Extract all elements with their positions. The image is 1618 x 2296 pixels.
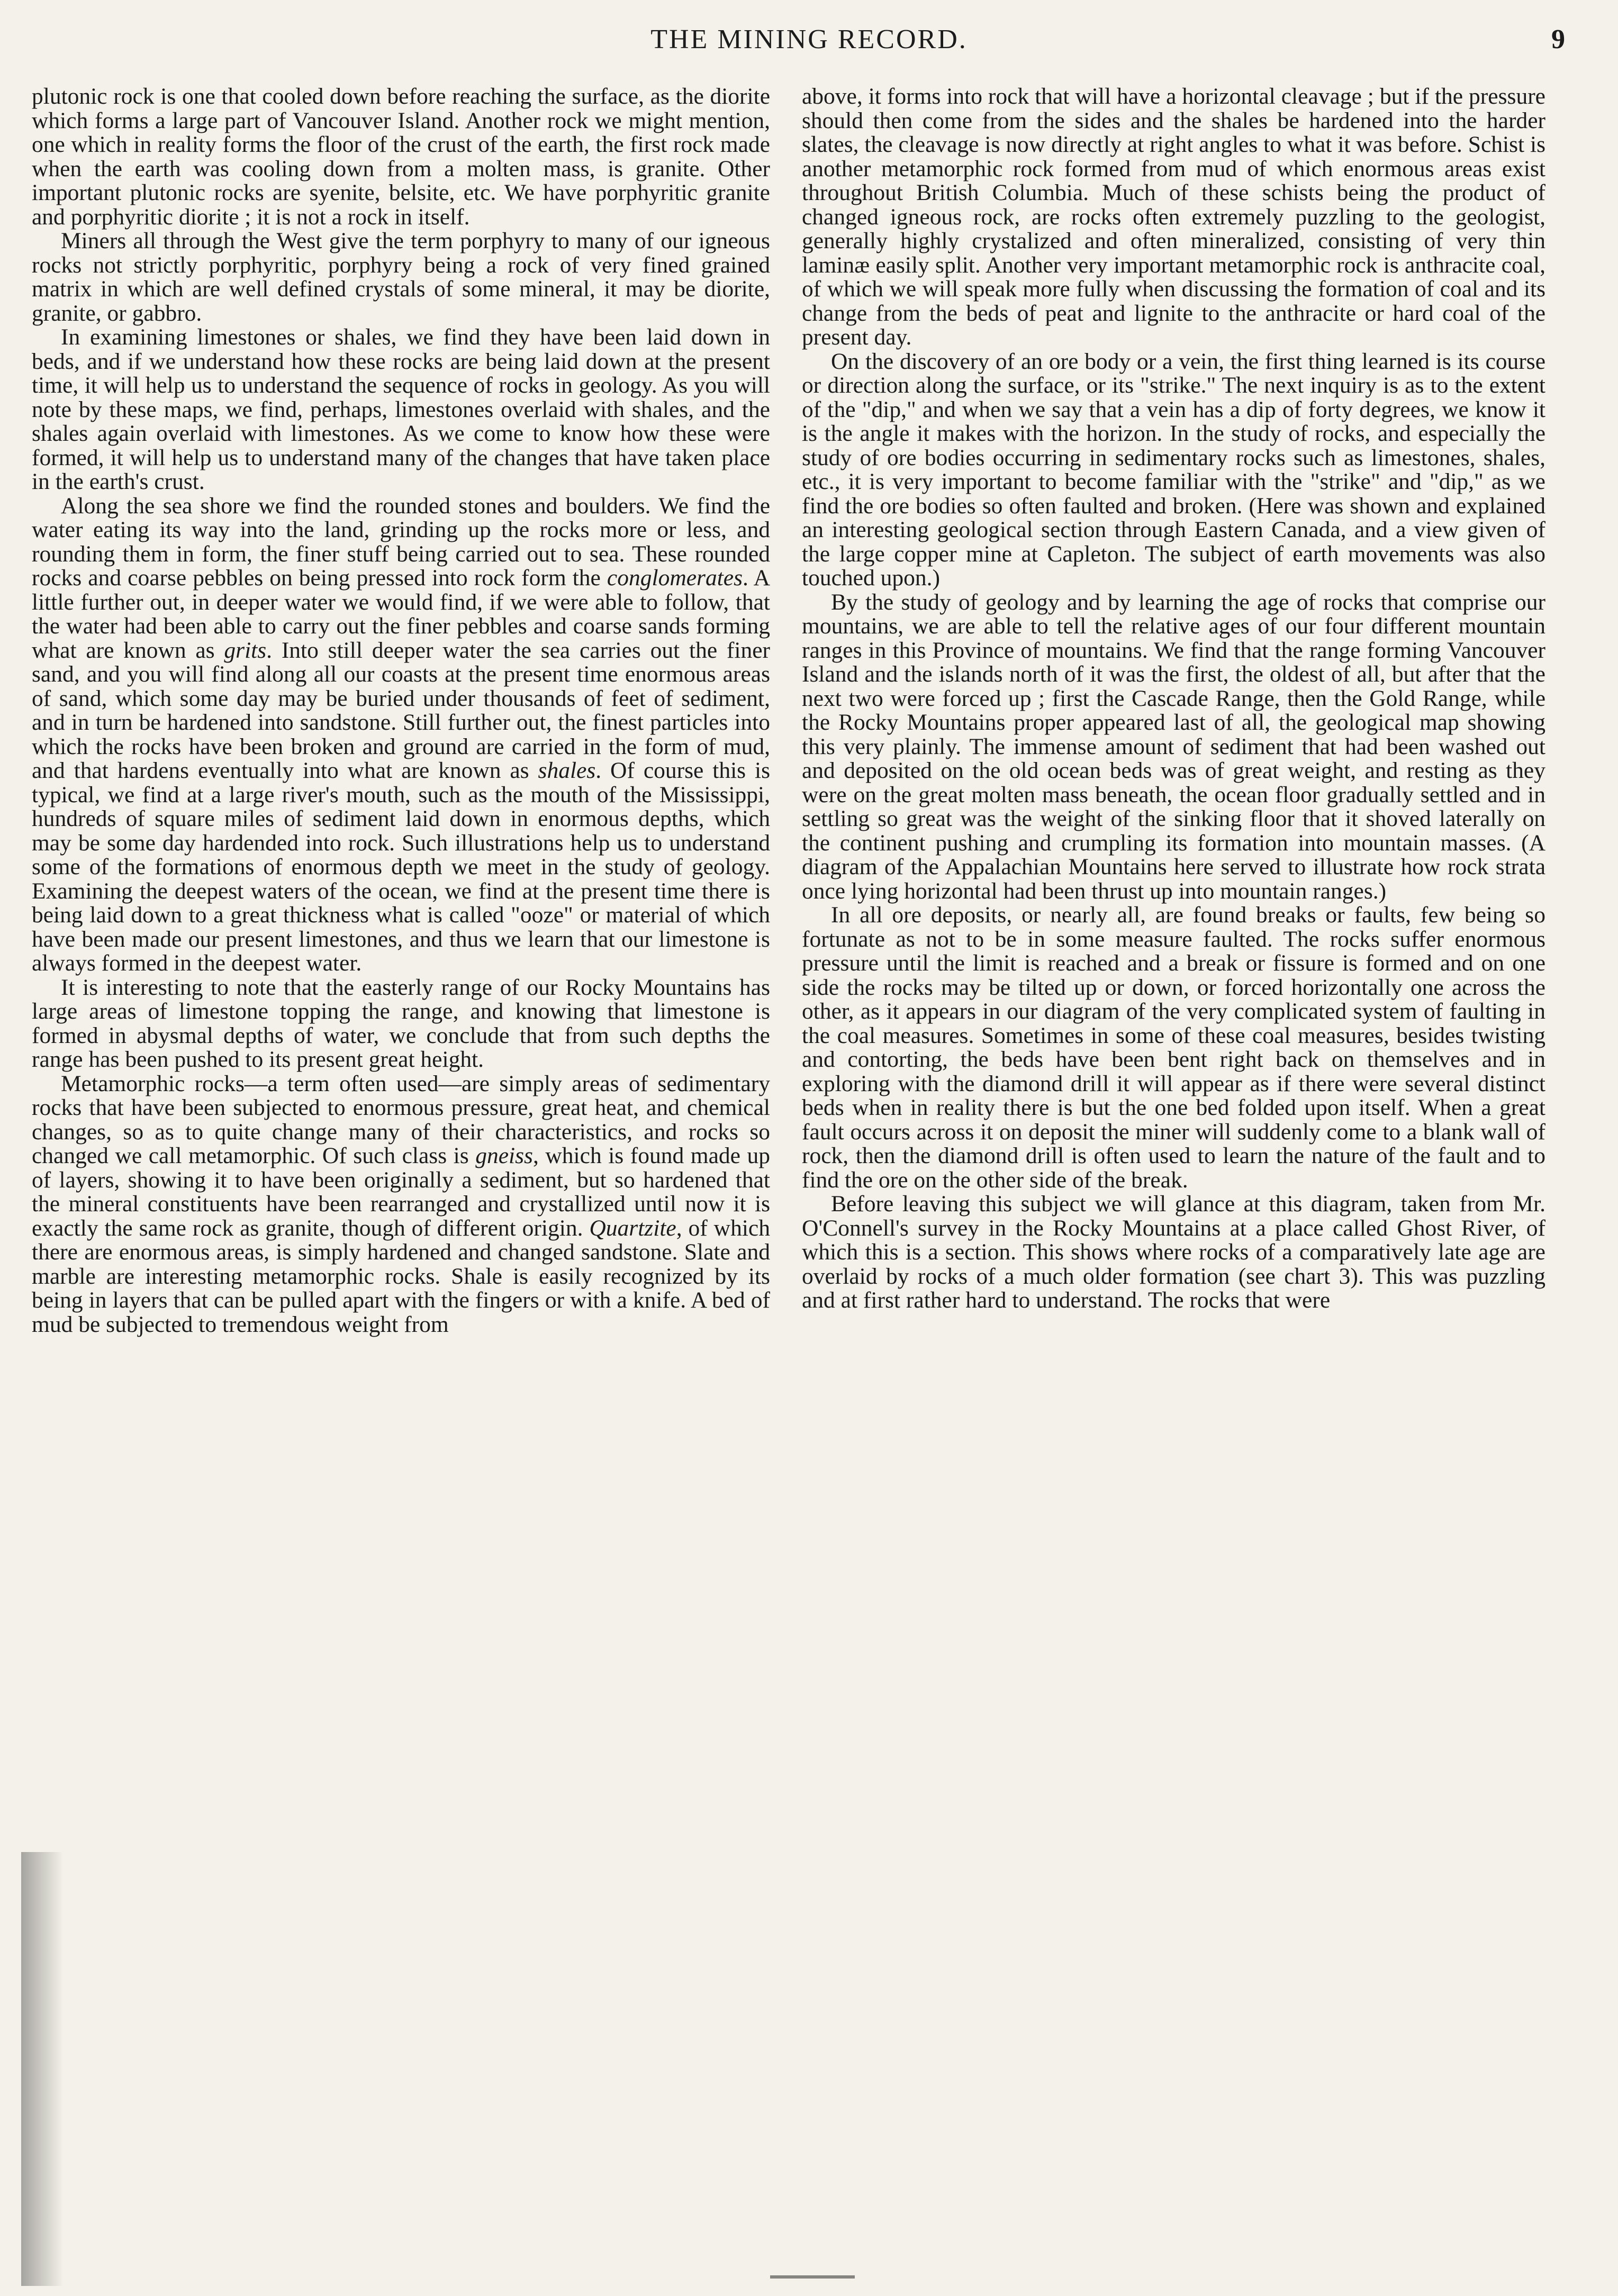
right-paragraph-2: On the discovery of an ore body or a vein, the first thing learned is its course or direction along the surface, or its "strike." The next inquiry is as to the extent of the "dip," and when we say that a vein has a dip of forty degrees, we know it is the angle it makes with the horizon. In the study of rocks, and especially the study of ore bodies occurring in sedimentary rocks such as limestones, shales, etc., it is very important to become familiar with the "strike" and "dip," as we find the ore bodies so often faulted and broken. (Here was shown and explained an interesting geological section through Eastern Canada, and a view given of the large copper mine at Capleton. The subject of earth movements was also touched upon.) — [802, 348, 1545, 591]
left-paragraph-6 — [32, 1072, 770, 1337]
paragraph-text: . Of course this is typical, we find at a large river's mouth, such as the mouth of the Mississippi, hundreds of square miles of sediment laid down in enormous depths, which may be some day hardended into rock. Such illustrations help us to understand some of the formations of enormous depth we meet in the study of geology. Examining the deepest waters of the ocean, we find at the present time there is being laid down to a great thickness what is called "ooze" or material of which have been made our present limestones, and thus we learn that our limestone is always formed in the deepest water. — [32, 758, 771, 976]
scan-edge-shadow — [21, 1852, 64, 2286]
page-number: 9 — [1551, 24, 1565, 55]
paragraph-text: , which is found made up of layers, showing it to have been originally a sediment, but so hardened that the mineral constituents have been rearranged and crystallized until now it is exactly the same rock as granite, though of different origin. — [32, 1143, 770, 1241]
left-paragraph-3: In examining limestones or shales, we find they have been laid down in beds, and if we understand how these rocks are being laid down at the present time, it will help us to understand the sequence of rocks in geology. As you will note by these maps, we find, perhaps, limestones overlaid with shales, and the shales again overlaid with limestones. As we come to know how these were formed, it will help us to understand many of the changes that have taken place in the earth's crust. — [32, 324, 770, 494]
paragraph-text: . A little further out, in deeper water we would find, if we were able to follow, that the water had been able to carry out the finer pebbles and coarse sands forming what are known as — [32, 565, 770, 663]
left-paragraph-5: It is interesting to note that the easterly range of our Rocky Mountains has large areas of limestone topping the range, and knowing that limestone is formed in abysmal depths of water, we conclude that from such depths the range has been pushed to its present great height. — [32, 974, 770, 1072]
left-paragraph-1: plutonic rock is one that cooled down before reaching the surface, as the diorite which forms a large part of Vancouver Island. Another rock we might mention, one which in reality forms the floor of the crust of the earth, the first rock made when the earth was cooling down from a molten mass, is granite. Other important plutonic rocks are syenite, belsite, etc. We have porphyritic granite and porphyritic diorite ; it is not a rock in itself. — [32, 84, 770, 230]
italic-term-gneiss: gneiss — [475, 1143, 533, 1168]
right-paragraph-5: Before leaving this subject we will glance at this diagram, taken from Mr. O'Connell's survey in the Rocky Mountains at a place called Ghost River, of which this is a section. This shows where rocks of a comparatively late age are overlaid by rocks of a much older formation (see chart 3). This was puzzling and at first rather hard to understand. The rocks that were — [802, 1191, 1545, 1313]
journal-title: THE MINING RECORD. — [650, 24, 968, 55]
page-bottom-mark — [770, 2275, 855, 2279]
paragraph-text: Along the sea shore we find the rounded stones and boulders. We find the water eating its way into the land, grinding up the rocks more or less, and rounding them in form, the finer stuff being carried out to sea. These rounded rocks and coarse pebbles on being pressed into rock form the — [32, 493, 770, 591]
italic-term-quartzite: Quartzite — [589, 1215, 676, 1241]
italic-term-shales: shales — [538, 758, 596, 783]
left-paragraph-4 — [32, 494, 770, 976]
paragraph-text: Metamorphic rocks—a term often used—are simply areas of sedimentary rocks that have been subjected to enormous pressure, great heat, and chemical changes, so as to quite change many of their characteristics, and rocks so changed we call metamorphic. Of such class is — [32, 1070, 770, 1168]
italic-term-conglomerates: conglomerates — [607, 565, 743, 591]
right-column — [802, 85, 1545, 1313]
page-header — [0, 21, 1618, 58]
left-column — [32, 85, 770, 1337]
right-paragraph-4: In all ore deposits, or nearly all, are found breaks or faults, few being so fortunate as not to be in some measure faulted. The rocks suffer enormous pressure until the limit is reached and a break or fissure is formed and on one side the rocks may be tilted up or down, or forced horizontally one across the other, as it appears in our diagram of the very complicated system of faulting in the coal measures. Sometimes in some of these coal measures, besides twisting and contorting, the beds have been bent right back on themselves and in exploring with the diamond drill it will appear as if there were several distinct beds when in reality there is but the one bed folded upon itself. When a great fault occurs across it on deposit the miner will suddenly come to a blank wall of rock, then the diamond drill is often used to learn the nature of the fault and to find the ore on the other side of the break. — [802, 902, 1545, 1193]
left-paragraph-2: Miners all through the West give the term porphyry to many of our igneous rocks not strictly porphyritic, porphyry being a rock of very fined grained matrix in which are well defined crystals of some mineral, it may be diorite, granite, or gabbro. — [32, 228, 770, 326]
paragraph-text: , of which there are enormous areas, is simply hardened and changed sandstone. Slate and marble are interesting metamorphic rocks. Shale is easily recognized by its being in layers that can be pulled apart with the fingers or with a knife. A bed of mud be subjected to tremendous weight from — [32, 1215, 770, 1337]
italic-term-grits: grits — [224, 637, 267, 663]
right-paragraph-1: above, it forms into rock that will have a horizontal cleavage ; but if the pressure should then come from the sides and the shales be hardened into the harder slates, the cleavage is now directly at right angles to what it was before. Schist is another metamorphic rock formed from mud of which enormous areas exist throughout British Columbia. Much of these schists being the product of changed igneous rock, are rocks often extremely puzzling to the geologist, generally highly crystalized and often mineralized, consisting of very thin laminæ easily split. Another very important metamorphic rock is anthracite coal, of which we will speak more fully when discussing the formation of coal and its change from the beds of peat and lignite to the anthracite or hard coal of the present day. — [802, 84, 1545, 350]
paragraph-text: . Into still deeper water the sea carries out the finer sand, and you will find along all our coasts at the present time enormous areas of sand, which some day may be buried under thousands of feet of sediment, and in turn be hardened into sandstone. Still further out, the finest particles into which the rocks have been broken and ground are carried in the form of mud, and that hardens eventually into what are known as — [32, 637, 771, 783]
right-paragraph-3: By the study of geology and by learning the age of rocks that comprise our mountains, we are able to tell the relative ages of our four different mountain ranges in this Province of mountains. We find that the range forming Vancouver Island and the islands north of it was the first, the oldest of all, but after that the next two were forced up ; first the Cascade Range, then the Gold Range, while the Rocky Mountains proper appeared last of all, the geological map showing this very plainly. The immense amount of sediment that had been washed out and deposited on the old ocean beds was of great weight, and resting as they were on the great molten mass beneath, the ocean floor gradually settled and in settling so great was the weight of the sinking floor that it shoved laterally on the continent pushing and crumpling its formation into mountain masses. (A diagram of the Appalachian Mountains here served to illustrate how rock strata once lying horizontal had been thrust up into mountain ranges.) — [802, 589, 1545, 904]
